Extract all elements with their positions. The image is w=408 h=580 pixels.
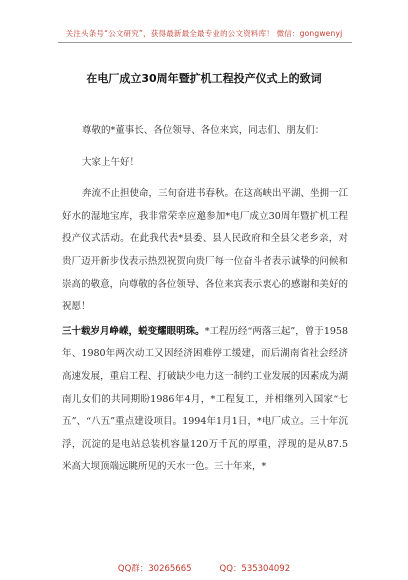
document-title: 在电厂成立30周年暨扩机工程投产仪式上的致词 — [86, 72, 322, 85]
document-body — [62, 120, 348, 479]
header-promo-note: 关注头条号“公文研究”，获得最新最全最专业的公文资料库！ 微信：gongwenyj — [65, 29, 343, 38]
history-paragraph — [62, 321, 348, 479]
header-divider — [58, 42, 352, 43]
footer-qq-number: QQ：535304092 — [219, 564, 291, 574]
footer-qq-group: QQ群：30265665 — [117, 564, 192, 574]
history-lead-sentence: 三十载岁月峥嵘，蜕变耀眼明珠。 — [62, 325, 205, 337]
greeting-paragraph: 尊敬的*董事长、各位领导、各位来宾，同志们、朋友们： — [81, 125, 325, 136]
history-body-text: *工程历经“两落三起”，曾于1958年、1980年两次动工又因经济困难停工缓建，而后湖南省社会经济高速发展，重启工程、打破缺少电力这一制约工业发展的因素成为湖南儿女们的共同期盼1986年4月，*工程复工，并相继列入国家“七五”、“八五”重点建设项目。1994年1月1日，*电厂成立。三十年沉浮，沉淀的是电站总装机容量120万千瓦的厚重，浮现的是从87.5米高大坝顶端远眺所见的天水一色。三十年来，* — [62, 325, 348, 473]
main-paragraph: 奔流不止担使命，三旬奋进书春秋。在这高峡出平湖、坐拥一江好水的湿地宝库，我非常荣幸应邀参加*电厂成立30周年暨扩机工程投产仪式活动。在此我代表*县委、县人民政府和全县父老乡亲，对贵厂迈开新步伐表示热烈祝贺向贵厂每一位奋斗者表示诚挚的问候和崇高的敬意，向尊敬的各位领导、各位来宾表示衷心的感谢和美好的祝愿！ — [62, 188, 348, 313]
hello-paragraph: 大家上午好！ — [81, 156, 139, 168]
footer-contact — [0, 562, 408, 574]
